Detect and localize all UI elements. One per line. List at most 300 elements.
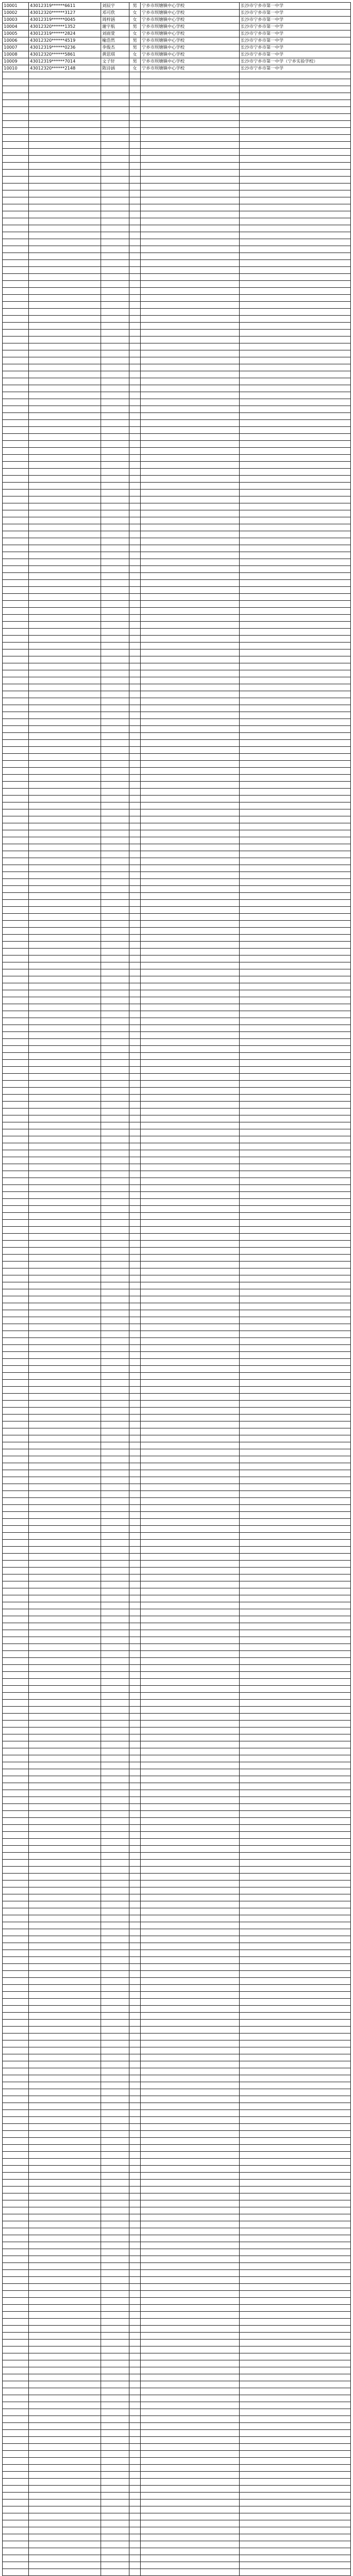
table-row-unreadable [3,2374,351,2381]
serial-number-cell [3,2228,29,2235]
destination-school-cell [240,434,351,441]
student-name-cell [101,1338,129,1345]
sex-cell [129,1630,141,1637]
primary-school-cell [141,1832,240,1839]
serial-number-cell [3,2360,29,2367]
table-row-unreadable [3,184,351,190]
student-name-cell [101,1324,129,1331]
id-number-cell [29,1060,101,1067]
destination-school-cell [240,1950,351,1957]
table-row-unreadable [3,1651,351,1658]
table-row-unreadable [3,434,351,441]
serial-number-cell [3,893,29,900]
primary-school-cell [141,1957,240,1964]
student-name-cell [101,1978,129,1985]
destination-school-cell [240,2138,351,2145]
destination-school-cell [240,503,351,510]
table-row-unreadable [3,1540,351,1547]
table-row-unreadable [3,2284,351,2291]
id-number-cell [29,295,101,302]
serial-number-cell [3,949,29,956]
destination-school-cell [240,260,351,267]
table-row-unreadable [3,1046,351,1053]
sex-cell [129,1477,141,1484]
serial-number-cell [3,1025,29,1032]
serial-number-cell: 10005 [3,30,29,37]
destination-school-cell [240,837,351,844]
student-name-cell [101,1804,129,1811]
destination-school-cell [240,649,351,656]
student-name-cell [101,510,129,517]
serial-number-cell [3,2298,29,2305]
destination-school-cell [240,1115,351,1122]
sex-cell [129,2277,141,2284]
primary-school-cell [141,851,240,858]
serial-number-cell [3,1477,29,1484]
id-number-cell [29,2493,101,2499]
primary-school-cell [141,629,240,636]
id-number-cell [29,1345,101,1352]
table-row-unreadable [3,691,351,698]
student-name-cell [101,956,129,962]
sex-cell [129,837,141,844]
table-row-unreadable [3,976,351,983]
serial-number-cell [3,1185,29,1192]
sex-cell [129,204,141,211]
sex-cell [129,1867,141,1874]
id-number-cell [29,2465,101,2472]
primary-school-cell: 宁乡市坝塘镇中心学校 [141,65,240,72]
sex-cell [129,406,141,413]
sex-cell [129,1456,141,1463]
destination-school-cell [240,79,351,86]
student-name-cell: 周梓涵 [101,17,129,24]
primary-school-cell [141,1171,240,1178]
id-number-cell [29,1498,101,1505]
sex-cell [129,2416,141,2423]
table-row-unreadable [3,204,351,211]
id-number-cell [29,1992,101,1999]
student-name-cell [101,754,129,761]
table-row-unreadable [3,663,351,670]
student-name-cell [101,524,129,531]
primary-school-cell [141,190,240,197]
student-name-cell [101,1491,129,1498]
table-row-unreadable [3,1568,351,1574]
id-number-cell [29,712,101,719]
destination-school-cell [240,545,351,552]
serial-number-cell [3,288,29,295]
primary-school-cell: 宁乡市坝塘镇中心学校 [141,58,240,65]
serial-number-cell [3,643,29,649]
table-row-unreadable [3,1679,351,1686]
table-row-unreadable [3,1547,351,1554]
id-number-cell [29,1950,101,1957]
sex-cell [129,1616,141,1623]
primary-school-cell [141,1637,240,1644]
sex-cell [129,2430,141,2437]
primary-school-cell: 宁乡市坝塘镇中心学校 [141,10,240,17]
student-name-cell [101,2145,129,2152]
destination-school-cell [240,2152,351,2159]
primary-school-cell [141,2117,240,2124]
sex-cell [129,1255,141,1262]
destination-school-cell [240,2486,351,2493]
primary-school-cell [141,1894,240,1901]
serial-number-cell [3,2479,29,2486]
sex-cell [129,976,141,983]
serial-number-cell [3,782,29,789]
table-row-unreadable [3,2103,351,2110]
serial-number-cell [3,2326,29,2333]
sex-cell [129,1748,141,1755]
destination-school-cell [240,427,351,434]
sex-cell [129,559,141,566]
student-name-cell [101,1102,129,1109]
serial-number-cell [3,2305,29,2312]
table-row-unreadable [3,740,351,747]
student-name-cell [101,2006,129,2013]
primary-school-cell [141,2479,240,2486]
serial-number-cell [3,1797,29,1804]
destination-school-cell [240,552,351,559]
serial-number-cell [3,2207,29,2214]
table-row-unreadable [3,1602,351,1609]
student-name-cell [101,1387,129,1394]
serial-number-cell [3,1609,29,1616]
destination-school-cell [240,990,351,997]
serial-number-cell [3,538,29,545]
id-number-cell [29,969,101,976]
table-row-unreadable [3,2402,351,2409]
primary-school-cell [141,1081,240,1088]
sex-cell [129,1206,141,1213]
primary-school-cell [141,350,240,357]
serial-number-cell [3,559,29,566]
table-row-unreadable [3,448,351,455]
sex-cell [129,1115,141,1122]
primary-school-cell [141,1324,240,1331]
serial-number-cell [3,1908,29,1915]
primary-school-cell [141,1881,240,1887]
primary-school-cell [141,1352,240,1359]
serial-number-cell [3,1790,29,1797]
primary-school-cell [141,2548,240,2555]
table-row-unreadable [3,2193,351,2200]
serial-number-cell [3,128,29,135]
destination-school-cell [240,1331,351,1338]
student-name-cell [101,538,129,545]
sex-cell [129,921,141,928]
sex-cell [129,1032,141,1039]
student-name-cell [101,1227,129,1234]
table-row-unreadable [3,615,351,622]
student-name-cell [101,2103,129,2110]
id-number-cell [29,1616,101,1623]
serial-number-cell [3,1853,29,1860]
id-number-cell [29,1129,101,1136]
table-row-unreadable [3,1303,351,1310]
serial-number-cell [3,587,29,594]
table-row-unreadable [3,747,351,754]
id-number-cell [29,2353,101,2360]
table-row-unreadable [3,2034,351,2040]
sex-cell [129,107,141,114]
serial-number-cell [3,2138,29,2145]
destination-school-cell [240,218,351,225]
destination-school-cell [240,1978,351,1985]
serial-number-cell [3,260,29,267]
primary-school-cell [141,135,240,142]
serial-number-cell [3,357,29,364]
serial-number-cell [3,1846,29,1853]
id-number-cell [29,1477,101,1484]
serial-number-cell [3,1887,29,1894]
destination-school-cell [240,2395,351,2402]
primary-school-cell [141,100,240,107]
destination-school-cell [240,893,351,900]
destination-school-cell [240,2493,351,2499]
destination-school-cell [240,1714,351,1721]
primary-school-cell [141,914,240,921]
student-name-cell [101,1602,129,1609]
table-row-unreadable [3,72,351,79]
student-name-cell [101,2082,129,2089]
student-name-cell [101,1449,129,1456]
table-row-unreadable [3,2499,351,2506]
student-name-cell [101,2527,129,2534]
destination-school-cell [240,1686,351,1693]
sex-cell [129,2555,141,2562]
destination-school-cell [240,1415,351,1421]
serial-number-cell [3,274,29,281]
serial-number-cell [3,1498,29,1505]
serial-number-cell [3,2562,29,2569]
destination-school-cell [240,72,351,79]
id-number-cell [29,2117,101,2124]
table-row-unreadable [3,1700,351,1707]
id-number-cell [29,1881,101,1887]
serial-number-cell [3,1741,29,1748]
table-row-unreadable [3,1081,351,1088]
sex-cell [129,566,141,573]
destination-school-cell [240,573,351,580]
serial-number-cell [3,754,29,761]
primary-school-cell [141,1595,240,1602]
primary-school-cell [141,1143,240,1150]
serial-number-cell [3,851,29,858]
table-row-unreadable [3,1136,351,1143]
table-row-unreadable [3,1463,351,1470]
id-number-cell [29,1985,101,1992]
table-row-unreadable [3,427,351,434]
destination-school-cell [240,1122,351,1129]
destination-school-cell [240,705,351,712]
id-number-cell [29,851,101,858]
destination-school-cell [240,2054,351,2061]
serial-number-cell [3,858,29,865]
id-number-cell [29,761,101,768]
destination-school-cell [240,601,351,608]
primary-school-cell [141,761,240,768]
student-name-cell [101,928,129,935]
sex-cell [129,288,141,295]
primary-school-cell [141,1714,240,1721]
destination-school-cell [240,1867,351,1874]
table-row-unreadable [3,1741,351,1748]
id-number-cell [29,1435,101,1442]
primary-school-cell [141,114,240,121]
primary-school-cell [141,1032,240,1039]
destination-school-cell [240,1734,351,1741]
serial-number-cell [3,1289,29,1296]
id-number-cell [29,1693,101,1700]
sex-cell [129,1651,141,1658]
student-name-cell [101,1853,129,1860]
table-row-unreadable [3,86,351,93]
table-row-unreadable [3,2430,351,2437]
table-row-unreadable [3,754,351,761]
sex-cell [129,2228,141,2235]
id-number-cell [29,371,101,378]
primary-school-cell [141,1004,240,1011]
table-row-unreadable [3,698,351,705]
sex-cell [129,1547,141,1554]
table-row-unreadable [3,761,351,768]
student-name-cell [101,1929,129,1936]
id-number-cell [29,2242,101,2249]
destination-school-cell: 长沙市宁乡市第一中学 [240,65,351,72]
sex-cell [129,1658,141,1665]
student-name-cell [101,2569,129,2576]
serial-number-cell [3,1310,29,1317]
sex-cell [129,962,141,969]
primary-school-cell [141,1915,240,1922]
primary-school-cell [141,288,240,295]
serial-number-cell [3,2013,29,2020]
table-row-unreadable [3,420,351,427]
id-number-cell [29,1623,101,1630]
serial-number-cell [3,2103,29,2110]
student-name-cell [101,1435,129,1442]
serial-number-cell [3,2027,29,2034]
table-row-unreadable [3,232,351,239]
student-name-cell [101,1686,129,1693]
table-row-unreadable [3,2152,351,2159]
serial-number-cell [3,1894,29,1901]
id-number-cell [29,1505,101,1512]
table-row-unreadable [3,1665,351,1672]
table-row-unreadable [3,197,351,204]
destination-school-cell [240,1421,351,1428]
destination-school-cell [240,1769,351,1776]
table-row-unreadable [3,2256,351,2263]
id-number-cell [29,768,101,775]
sex-cell [129,2180,141,2187]
primary-school-cell [141,1331,240,1338]
student-name-cell [101,2117,129,2124]
serial-number-cell [3,1860,29,1867]
student-name-cell [101,170,129,177]
student-name-cell [101,1832,129,1839]
id-number-cell [29,796,101,802]
table-row-unreadable [3,1421,351,1428]
destination-school-cell [240,1456,351,1463]
serial-number-cell [3,830,29,837]
table-row-unreadable [3,677,351,684]
destination-school-cell [240,1380,351,1387]
student-name-cell [101,2020,129,2027]
table-row-unreadable [3,872,351,879]
sex-cell [129,2256,141,2263]
primary-school-cell [141,1442,240,1449]
primary-school-cell [141,1102,240,1109]
destination-school-cell [240,2089,351,2096]
sex-cell [129,1533,141,1540]
serial-number-cell [3,1442,29,1449]
id-number-cell: 43012320******1352 [29,24,101,30]
destination-school-cell [240,1505,351,1512]
sex-cell [129,190,141,197]
primary-school-cell [141,1609,240,1616]
id-number-cell [29,2173,101,2180]
student-name-cell [101,900,129,907]
destination-school-cell [240,2256,351,2263]
student-name-cell [101,142,129,149]
student-name-cell [101,2353,129,2360]
serial-number-cell [3,323,29,330]
primary-school-cell [141,2270,240,2277]
destination-school-cell [240,2207,351,2214]
primary-school-cell [141,2096,240,2103]
table-row-unreadable [3,1442,351,1449]
sex-cell [129,629,141,636]
id-number-cell [29,190,101,197]
table-row-unreadable [3,2520,351,2527]
table-row-unreadable [3,1901,351,1908]
primary-school-cell [141,2416,240,2423]
table-row-unreadable [3,1359,351,1366]
id-number-cell [29,1748,101,1755]
serial-number-cell [3,552,29,559]
sex-cell [129,1755,141,1762]
destination-school-cell [240,1741,351,1748]
id-number-cell [29,1081,101,1088]
table-row-unreadable [3,1644,351,1651]
sex-cell [129,1185,141,1192]
destination-school-cell [240,1609,351,1616]
serial-number-cell [3,1143,29,1150]
student-name-cell [101,1644,129,1651]
serial-number-cell [3,350,29,357]
table-row-unreadable [3,1637,351,1644]
primary-school-cell [141,1248,240,1255]
primary-school-cell [141,441,240,448]
primary-school-cell [141,1470,240,1477]
student-name-cell [101,1679,129,1686]
serial-number-cell [3,2527,29,2534]
student-name-cell [101,128,129,135]
destination-school-cell [240,1999,351,2006]
destination-school-cell [240,246,351,253]
serial-number-cell [3,2451,29,2458]
table-row-unreadable [3,135,351,142]
destination-school-cell [240,663,351,670]
destination-school-cell [240,295,351,302]
sex-cell [129,1227,141,1234]
table-row-unreadable [3,580,351,587]
sex-cell [129,2103,141,2110]
